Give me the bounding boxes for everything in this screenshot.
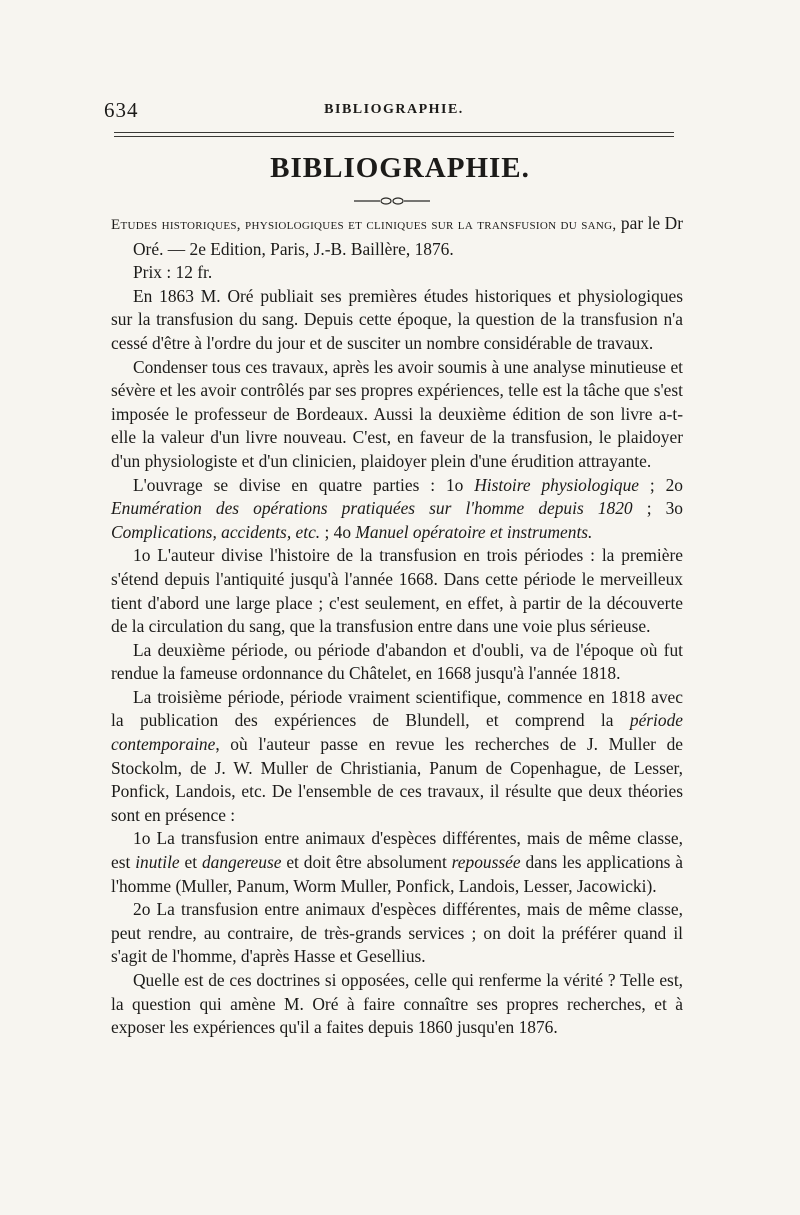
p7-text-g: dans les applications à l'homme (Muller, Panum, Worm Muller, Ponfick, Landois, Lesser, Jacowicki). [111, 852, 684, 896]
p7-italic-d: dangereuse [201, 852, 282, 873]
p3-italic-h: Manuel opératoire et instruments. [355, 521, 593, 542]
section-title: BIBLIOGRAPHIE. [270, 152, 530, 184]
p7-text-e: et doit être absolument [281, 852, 452, 873]
paragraph-5: La deuxième période, ou période d'abandon et d'oubli, va de l'époque où fut rendue la fameuse ordonnance du Châtelet, en 1668 jusqu'à l'année 1818. [111, 639, 683, 684]
p7-text-a: 1o La transfusion entre animaux d'espèces différentes, mais de même classe, est [111, 828, 683, 873]
p7-italic-b: inutile [135, 852, 180, 873]
p6-italic-b: période contemporaine [111, 710, 683, 755]
page-number: 634 [104, 98, 139, 122]
p3-text-e: ; 3o [632, 498, 684, 519]
header-rule [114, 132, 674, 133]
p3-italic-b: Histoire physiologique [474, 474, 640, 495]
p6-text-c: , où l'auteur passe en revue les recherches de J. Muller de Stockolm, de J. W. Muller de Christiania, Panum de Copenhague, de Lesser, Ponfick, Landois, etc. De l'ensemble de ces travaux, il résulte que deux théories sont en présence : [111, 734, 683, 825]
p7-italic-f: repoussée [451, 852, 521, 873]
p3-italic-d: Enumération des opérations pratiquées sur l'homme depuis 1820 [111, 498, 633, 519]
ornament-divider-icon [354, 196, 430, 206]
header-rule-secondary [114, 136, 674, 137]
paragraph-9: Quelle est de ces doctrines si opposées, celle qui renferme la vérité ? Telle est, la question qui amène M. Oré à faire connaître ses propres recherches, et à exposer les expériences qu'il a faites depuis 1860 jusqu'en 1876. [111, 970, 683, 1038]
paragraph-1: En 1863 M. Oré publiait ses premières études historiques et physiologiques sur la transfusion du sang. Depuis cette époque, la question de la transfusion n'a cessé d'être à l'ordre du jour et de susciter un nombre considérable de travaux. [111, 285, 683, 353]
p3-text-c: ; 2o [639, 474, 683, 495]
paragraph-4: 1o L'auteur divise l'histoire de la transfusion en trois périodes : la première s'étend depuis l'antiquité jusqu'à l'année 1668. Dans cette période le merveilleux tient d'abord une large place ; c'est seulement, en effet, à partir de la découverte de la circulation du sang, que la transfusion entre dans une voie plus sérieuse. [111, 545, 683, 637]
entry-price: Prix : 12 fr. [133, 262, 213, 283]
p6-text-a: La troisième période, période vraiment scientifique, commence en 1818 avec la publication des expériences de Blundell, et comprend la [111, 686, 683, 731]
entry-details: par le Dr Oré. — 2e Edition, Paris, J.-B. Baillère, 1876. [133, 213, 683, 259]
p3-text-g: ; 4o [320, 521, 356, 542]
p3-text-a: L'ouvrage se divise en quatre parties : 1o [133, 474, 475, 495]
paragraph-8: 2o La transfusion entre animaux d'espèces différentes, mais de même classe, peut rendre, au contraire, de très-grands services ; on doit la préférer quand il s'agit de l'homme, d'après Hasse et Gesellius. [111, 899, 683, 967]
paragraph-6 [111, 686, 683, 828]
article-body [111, 210, 683, 1040]
running-title: BIBLIOGRAPHIE. [324, 102, 464, 117]
entry-title: Etudes historiques, physiologiques et cliniques sur la transfusion du sang, [111, 217, 617, 233]
running-head [104, 98, 684, 124]
paragraph-3 [111, 474, 683, 545]
bibliographic-entry [111, 212, 683, 261]
p7-text-c: et [179, 852, 202, 873]
p3-italic-f: Complications, accidents, etc. [111, 521, 321, 542]
paragraph-2: Condenser tous ces travaux, après les avoir soumis à une analyse minutieuse et sévère et les avoir contrôlés par ses propres expériences, telle est la tâche que s'est imposée le professeur de Bordeaux. Aussi la deuxième édition de son livre a-t-elle la valeur d'un livre nouveau. C'est, en faveur de la transfusion, le plaidoyer d'un physiologiste et d'un clinicien, plaidoyer plein d'une érudition attrayante. [111, 356, 683, 471]
paragraph-7 [111, 827, 683, 898]
